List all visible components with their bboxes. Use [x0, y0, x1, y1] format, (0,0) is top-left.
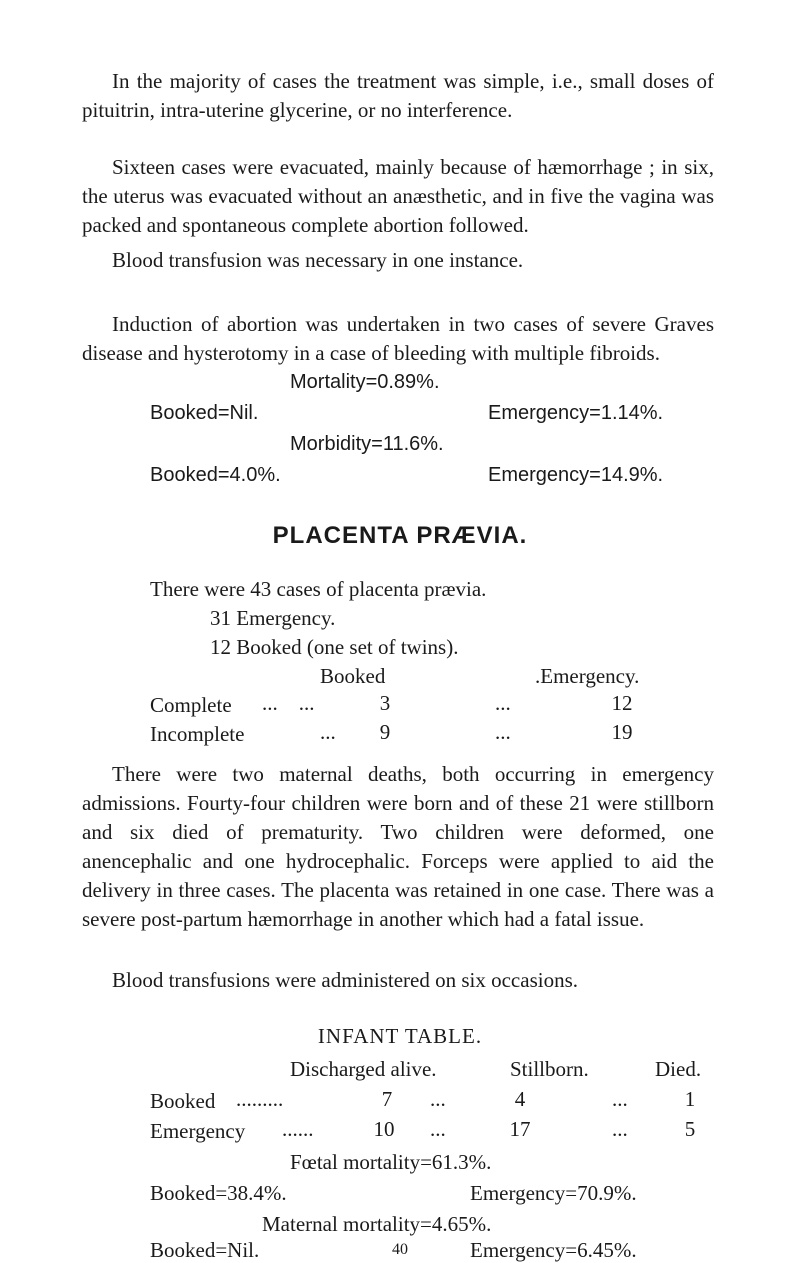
paragraph-treatment: In the majority of cases the treatment was simple, i.e., small doses of pituitrin, intra-uterine glycerine, or no interference.	[82, 69, 714, 122]
col-stillborn-header: Stillborn.	[510, 1057, 589, 1081]
leader-dots: ......	[282, 1117, 314, 1141]
table-cell: 3	[379, 691, 391, 715]
mortality-booked: Booked=Nil.	[150, 402, 259, 424]
leader-dots: ...	[495, 691, 511, 715]
table-cell: 4	[514, 1087, 526, 1111]
maternal-mortality: Maternal mortality=4.65%.	[262, 1212, 492, 1236]
col-emergency-header: .Emergency.	[535, 664, 640, 688]
col-booked-header: Booked	[320, 664, 386, 688]
table-row-label: Incomplete	[150, 722, 245, 746]
leader-dots: ...	[320, 720, 336, 744]
col-died-header: Died.	[655, 1057, 702, 1081]
placenta-intro: There were 43 cases of placenta prævia.	[150, 577, 487, 601]
paragraph-transfusions: Blood transfusions were administered on six occasions.	[112, 968, 578, 992]
paragraph-outcomes: There were two maternal deaths, both occurring in emergency admissions. Fourty-four children were born and of these 21 were stillborn and six died of prematurity. Two children were deformed, one anencephalic and one hydrocephalic. Forceps were applied to aid the delivery in three cases. The placenta was retained in one case. There was a severe post-partum hæmorrhage in another which had a fatal issue.	[82, 762, 714, 931]
leader-dots: ...	[430, 1087, 446, 1111]
leader-dots: ...	[430, 1117, 446, 1141]
mortality-emergency: Emergency=1.14%.	[488, 402, 664, 424]
table-cell: 12	[611, 691, 633, 715]
table-cell: 9	[379, 720, 391, 744]
foetal-mortality: Fœtal mortality=61.3%.	[290, 1150, 492, 1174]
table-cell: 1	[684, 1087, 696, 1111]
leader-dots: ...	[612, 1117, 628, 1141]
paragraph-transfusion: Blood transfusion was necessary in one instance.	[112, 248, 524, 272]
placenta-emergency-count: 31 Emergency.	[210, 606, 336, 630]
table-cell: 19	[611, 720, 633, 744]
morbidity-line: Morbidity=11.6%.	[290, 433, 444, 455]
table-row-label: Booked	[150, 1089, 216, 1113]
table-cell: 5	[684, 1117, 696, 1141]
paragraph-induction: Induction of abortion was undertaken in two cases of severe Graves disease and hysterotomy in a case of bleeding with multiple fibroids.	[82, 312, 714, 365]
section-heading: PLACENTA PRÆVIA.	[272, 522, 528, 549]
mortality-line: Mortality=0.89%.	[290, 371, 440, 393]
placenta-booked-count: 12 Booked (one set of twins).	[210, 635, 459, 659]
morbidity-emergency: Emergency=14.9%.	[488, 464, 664, 486]
table-cell: 10	[373, 1117, 395, 1141]
leader-dots: ...	[495, 720, 511, 744]
leader-dots: ...	[612, 1087, 628, 1111]
maternal-booked: Booked=Nil.	[150, 1238, 260, 1262]
table-row-label: Emergency	[150, 1119, 246, 1143]
foetal-booked: Booked=38.4%.	[150, 1181, 287, 1205]
col-discharged-header: Discharged alive.	[290, 1057, 437, 1081]
foetal-emergency: Emergency=70.9%.	[470, 1181, 637, 1205]
leader-dots: .........	[236, 1087, 284, 1111]
infant-table-title: INFANT TABLE.	[317, 1024, 483, 1048]
maternal-emergency: Emergency=6.45%.	[470, 1238, 637, 1262]
table-row-label: Complete	[150, 693, 232, 717]
leader-dots: ... ...	[262, 691, 315, 715]
table-cell: 7	[381, 1087, 393, 1111]
paragraph-evacuation: Sixteen cases were evacuated, mainly because of hæmorrhage ; in six, the uterus was evacuated without an anæsthetic, and in five the vagina was packed and spontaneous complete abortion followed.	[82, 155, 714, 237]
table-cell: 17	[509, 1117, 531, 1141]
morbidity-booked: Booked=4.0%.	[150, 464, 281, 486]
page-number: 40	[392, 1241, 408, 1258]
